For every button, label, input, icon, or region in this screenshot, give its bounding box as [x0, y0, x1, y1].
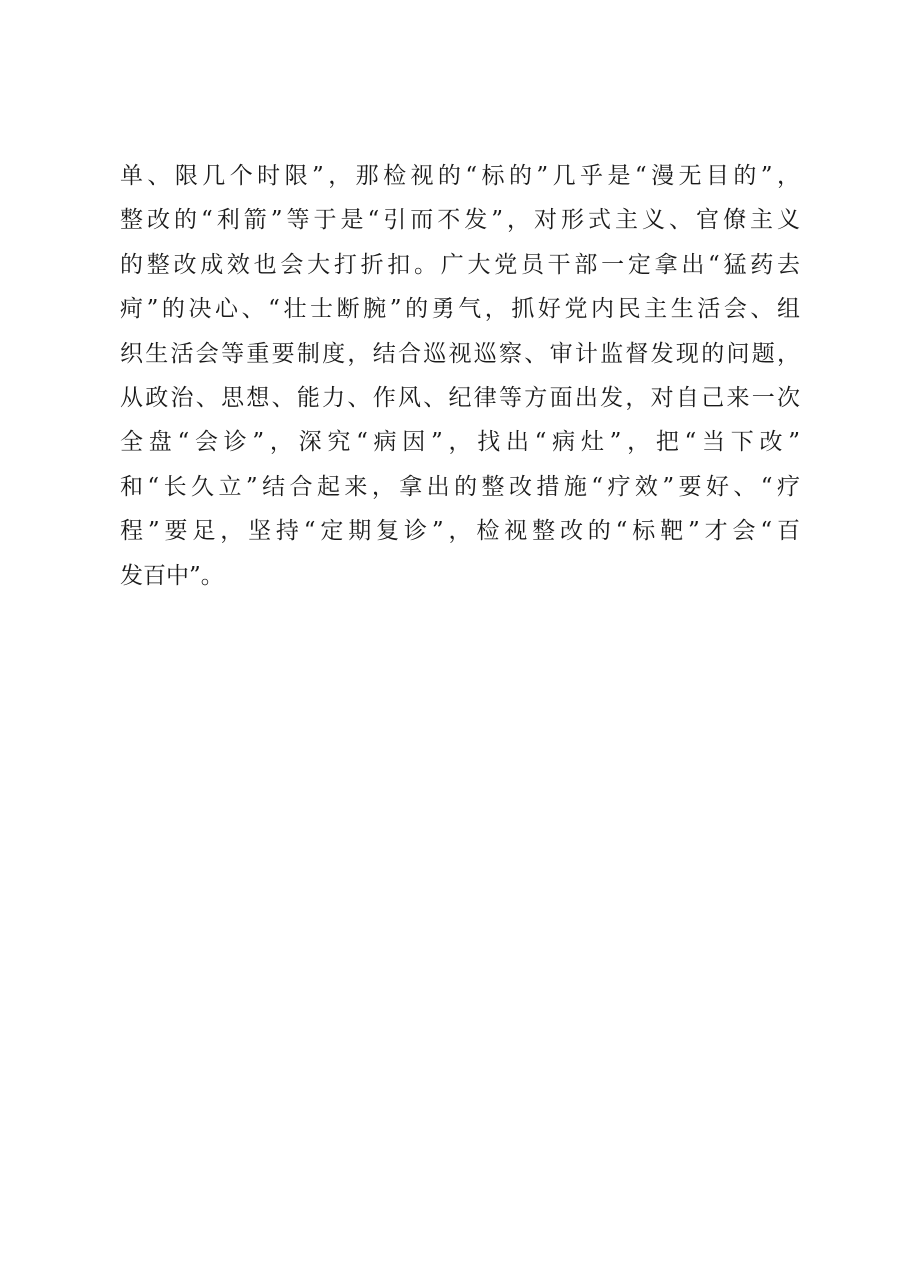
paragraph-line-5: 织生活会等重要制度，结合巡视巡察、审计监督发现的问题， — [120, 340, 800, 367]
paragraph-line-3: 的整改成效也会大打折扣。广大党员干部一定拿出“猛药去 — [120, 251, 800, 278]
paragraph-line-9: 程”要足，坚持“定期复诊”，检视整改的“标靶”才会“百 — [120, 518, 800, 545]
paragraph-line-4: 疴”的决心、“壮士断腕”的勇气，抓好党内民主生活会、组 — [120, 296, 800, 323]
paragraph-line-6: 从政治、思想、能力、作风、纪律等方面出发，对自己来一次 — [120, 384, 800, 411]
paragraph-line-8: 和“长久立”结合起来，拿出的整改措施“疗效”要好、“疗 — [120, 473, 800, 500]
paragraph-line-7: 全盘“会诊”，深究“病因”，找出“病灶”，把“当下改” — [120, 429, 800, 456]
paragraph-line-10: 发百中”。 — [120, 562, 224, 589]
paragraph-line-2: 整改的“利箭”等于是“引而不发”，对形式主义、官僚主义 — [120, 207, 800, 234]
document-body — [120, 154, 800, 598]
paragraph-line-1: 单、限几个时限”，那检视的“标的”几乎是“漫无目的”， — [120, 163, 800, 189]
